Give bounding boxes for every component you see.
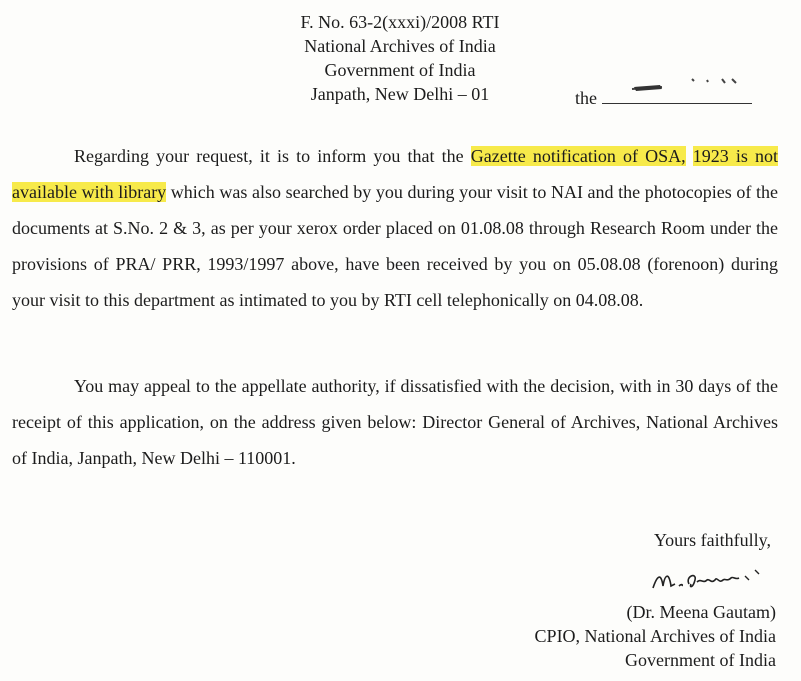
paragraph-appeal bbox=[12, 368, 778, 476]
letter-header bbox=[200, 10, 600, 106]
government-name: Government of India bbox=[324, 60, 476, 80]
highlighted-library-text: 1923 is not available with library bbox=[12, 146, 779, 202]
file-number: F. No. 63-2(xxxi)/2008 RTI bbox=[300, 12, 500, 32]
paragraph2-text: You may appeal to the appellate authority, if dissatisfied with the decision, with in 30 days of the receipt of this application, on the address given below: Director General of Archives, National Archives of India, Janpath, New Delhi – 110001. bbox=[12, 376, 778, 468]
date-prefix: the bbox=[575, 88, 597, 108]
handwritten-signature bbox=[645, 558, 775, 598]
date-field bbox=[602, 85, 752, 104]
organization-name: National Archives of India bbox=[304, 36, 496, 56]
paragraph1-text-a: Regarding your request, it is to inform you that the bbox=[74, 146, 471, 166]
signatory-designation: CPIO, National Archives of India bbox=[534, 626, 776, 646]
highlighted-gazette-text: Gazette notification of OSA, bbox=[470, 146, 686, 166]
office-address: Janpath, New Delhi – 01 bbox=[310, 84, 490, 104]
signatory-name: (Dr. Meena Gautam) bbox=[626, 602, 776, 622]
paragraph-request-response bbox=[12, 138, 778, 318]
closing-salutation: Yours faithfully, bbox=[653, 530, 771, 550]
signatory-office: Government of India bbox=[625, 650, 776, 670]
paragraph1-text-b: which was also searched by you during your visit to NAI and the photocopies of the documents at S.No. 2 & 3, as per your xerox order placed on 01.08.08 through Research Room under the provisions of PRA/ PRR, 1993/1997 above, have been received by you on 05.08.08 (forenoon) during your visit to this department as intimated to you by RTI cell telephonically on 04.08.08. bbox=[12, 182, 778, 310]
signatory-block bbox=[535, 600, 776, 672]
date-stamp-smudge bbox=[622, 75, 742, 95]
date-line bbox=[575, 85, 752, 109]
